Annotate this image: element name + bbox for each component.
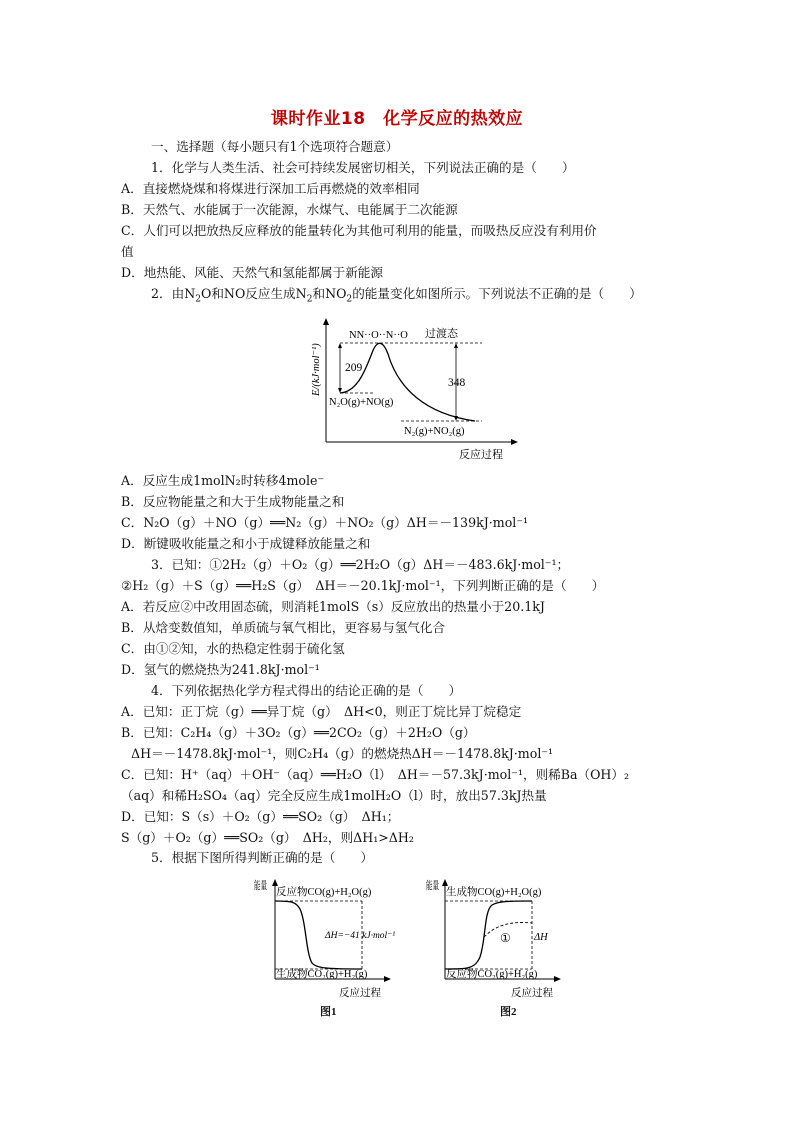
transition-state-structure: NN··O··N··O <box>349 330 408 341</box>
question-2-option-b: B．反应物能量之和大于生成物能量之和 <box>121 494 345 509</box>
x-axis-label: 反应过程 <box>339 988 381 999</box>
y-axis-label: 能量 <box>426 880 448 892</box>
bottom-label: 生成物CO₂(g)+H₂(g) <box>276 969 368 980</box>
product-label: N₂(g)+NO₂(g) <box>404 426 465 437</box>
question-4-option-d-cont: S（g）＋O₂（g）══SO₂（g） ΔH₂，则ΔH₁>ΔH₂ <box>121 830 414 845</box>
question-2-stem <box>151 286 642 305</box>
value-348: 348 <box>448 377 466 389</box>
stem-part: O和NO反应生成N <box>201 286 307 301</box>
question-1-stem: 1．化学与人类生活、社会可持续发展密切相关，下列说法正确的是（ ） <box>151 160 575 175</box>
delta-h-label: ΔH=−41 kJ·mol⁻¹ <box>325 931 396 941</box>
top-label: 生成物CO(g)+H₂O(g) <box>446 887 542 898</box>
energy-curve <box>445 901 532 969</box>
stem-part: 的能量变化如图所示。下列说法不正确的是（ ） <box>352 286 642 301</box>
y-axis-label: E/(kJ·mol⁻¹) <box>311 343 322 396</box>
figure-1-caption: 图1 <box>320 1006 337 1018</box>
question-2-option-d: D．断键吸收能量之和小于成键释放能量之和 <box>121 536 371 551</box>
question-4-option-d: D．已知：S（s）＋O₂（g）══SO₂（g） ΔH₁； <box>121 809 400 824</box>
question-5-stem: 5．根据下图所得判断正确的是（ ） <box>151 850 374 865</box>
question-1-option-a: A．直接燃烧煤和将煤进行深加工后再燃烧的效率相同 <box>121 181 420 196</box>
subscript: 2 <box>195 294 202 305</box>
question-3-option-c: C．由①②知，水的热稳定性弱于硫化氢 <box>121 641 345 656</box>
question-2-option-c: C．N₂O（g）＋NO（g）══N₂（g）＋NO₂（g）ΔH＝－139kJ·mol⁻¹ <box>121 515 529 530</box>
question-1-option-d: D．地热能、风能、天然气和氢能都属于新能源 <box>121 265 383 280</box>
question-3-option-d: D．氢气的燃烧热为241.8kJ·mol⁻¹ <box>121 662 320 677</box>
question-2-option-a: A．反应生成1molN₂时转移4mole⁻ <box>121 473 325 488</box>
question-4-option-c-cont: （aq）和稀H₂SO₄（aq）完全反应生成1molH₂O（l）时，放出57.3kJ热量 <box>121 788 547 803</box>
question-1-option-c: C．人们可以把放热反应释放的能量转化为其他可利用的能量，而吸热反应没有利用价 <box>121 223 597 238</box>
figure-2-caption: 图2 <box>500 1006 517 1018</box>
subscript: 2 <box>306 294 313 305</box>
question-1-option-c-cont: 值 <box>121 244 134 259</box>
stem-part: 2．由N <box>151 286 196 301</box>
question-1-option-b: B．天然气、水能属于一次能源，水煤气、电能属于二次能源 <box>121 202 458 217</box>
question-4-option-a: A．已知：正丁烷（g）══异丁烷（g） ΔH<0，则正丁烷比异丁烷稳定 <box>121 704 522 719</box>
y-axis-label: 能量 <box>254 880 276 892</box>
section-heading: 一、选择题（每小题只有1个选项符合题意） <box>151 139 399 154</box>
subscript: 2 <box>346 294 353 305</box>
stem-part: 和NO <box>312 286 347 301</box>
energy-diagram-fig2 <box>422 877 572 1003</box>
x-axis-label: 反应过程 <box>511 988 553 999</box>
energy-diagram-fig1 <box>252 877 402 1003</box>
question-4-option-c: C．已知：H⁺（aq）＋OH⁻（aq）══H₂O（l） ΔH＝－57.3kJ·mol⁻¹，则稀Ba（OH）₂ <box>121 767 630 782</box>
path-mark: ① <box>500 931 511 945</box>
top-label: 反应物CO(g)+H₂O(g) <box>276 887 372 898</box>
reactant-label: N₂O(g)+NO(g) <box>329 397 394 408</box>
question-3-option-a: A．若反应②中改用固态硫，则消耗1molS（s）反应放出的热量小于20.1kJ <box>121 599 545 614</box>
question-4-option-b: B．已知：C₂H₄（g）＋3O₂（g）══2CO₂（g）＋2H₂O（g） <box>121 725 476 740</box>
page-title: 课时作业18 化学反应的热效应 <box>270 109 524 129</box>
delta-h-label: ΔH <box>534 932 548 943</box>
question-3-stem-cont: ②H₂（g）＋S（g）══H₂S（g） ΔH＝－20.1kJ·mol⁻¹，下列判断正确的是（ ） <box>121 578 605 593</box>
question-3-stem: 3．已知：①2H₂（g）＋O₂（g）══2H₂O（g）ΔH＝－483.6kJ·mol⁻¹； <box>151 557 570 572</box>
transition-state-label: 过渡态 <box>425 328 458 340</box>
value-209: 209 <box>345 362 363 374</box>
question-4-option-b-cont: ΔH＝－1478.8kJ·mol⁻¹，则C₂H₄（g）的燃烧热ΔH＝－1478.8kJ·mol⁻¹ <box>131 746 554 761</box>
question-4-stem: 4．下列依据热化学方程式得出的结论正确的是（ ） <box>151 683 462 698</box>
x-axis-label: 反应过程 <box>459 449 503 461</box>
energy-diagram-q2 <box>300 312 530 464</box>
bottom-label: 反应物CO₂(g)+H₂(g) <box>446 969 538 980</box>
question-3-option-b: B．从焓变数值知，单质硫与氧气相比，更容易与氢气化合 <box>121 620 446 635</box>
